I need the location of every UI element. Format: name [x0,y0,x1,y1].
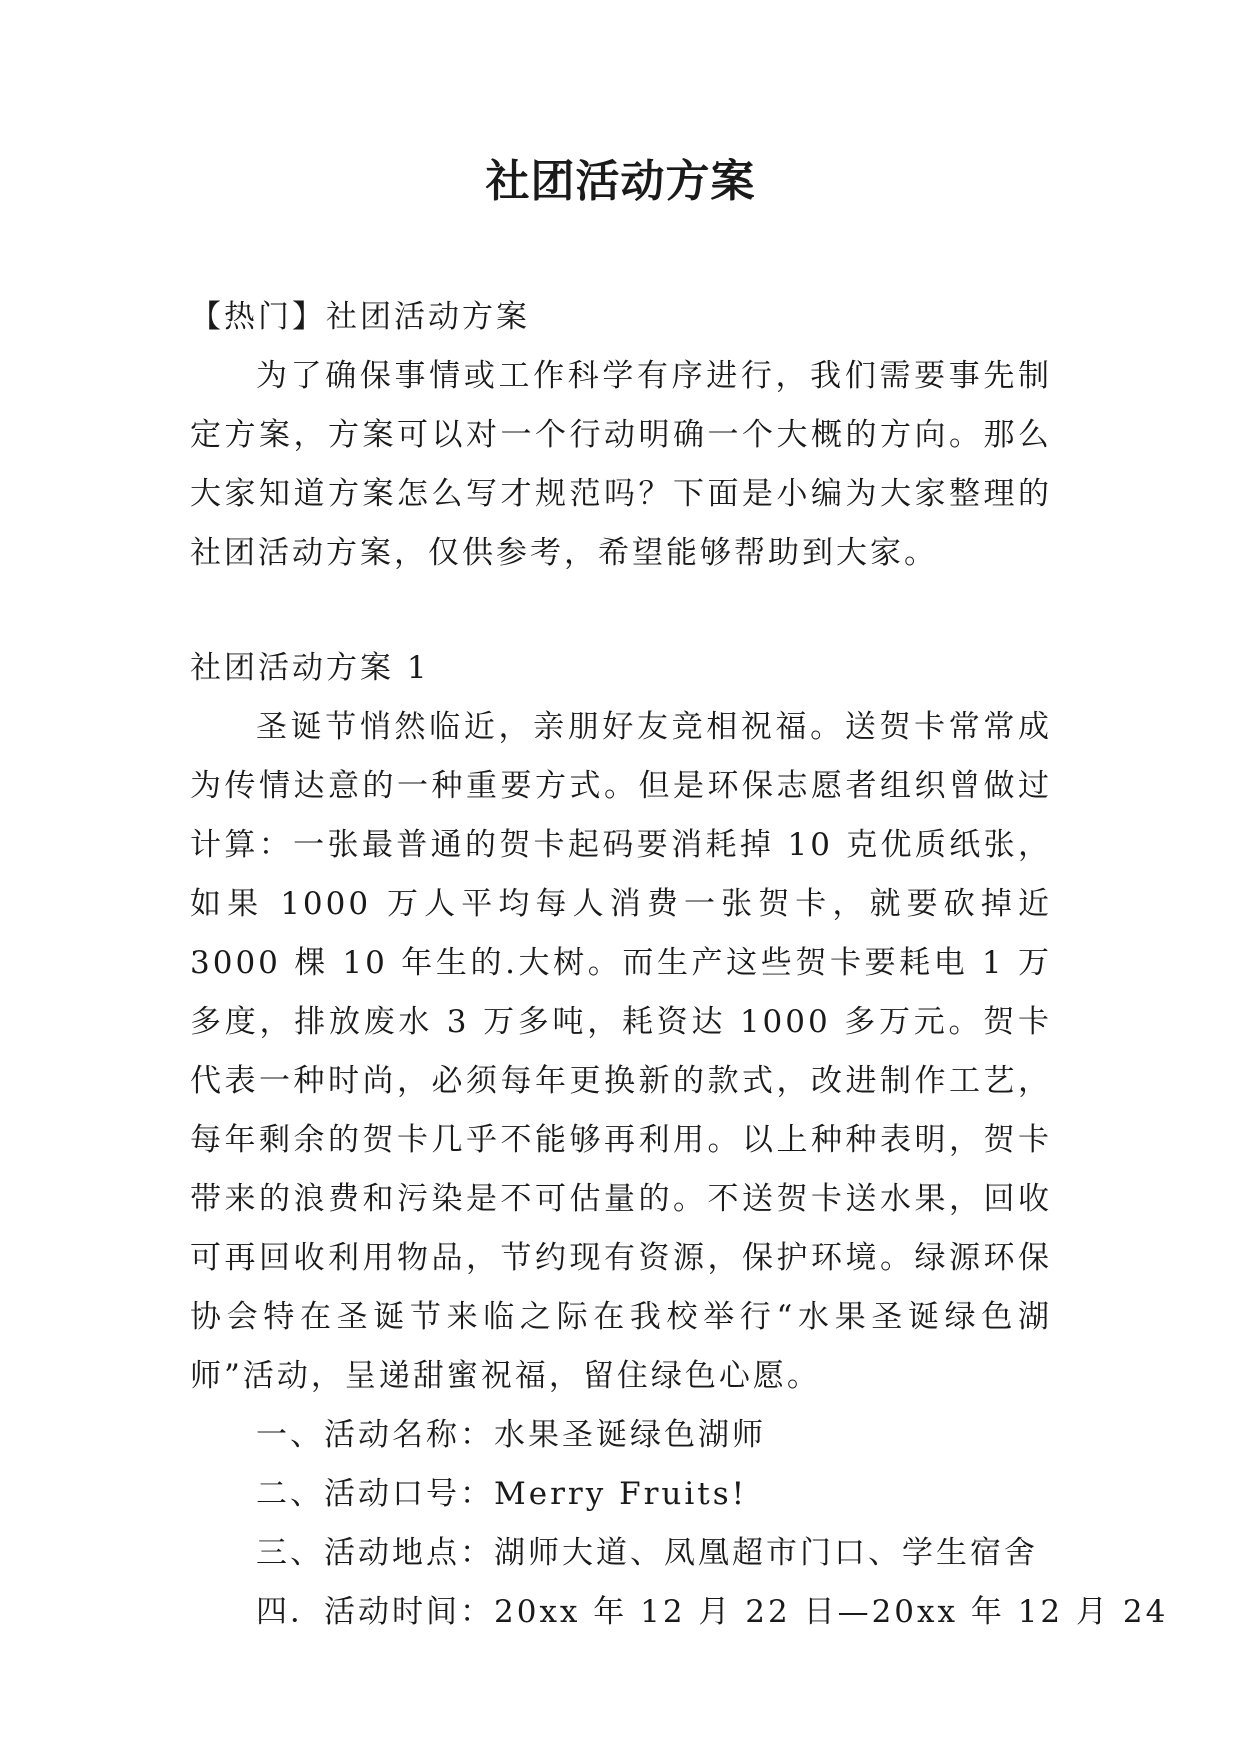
document-subtitle: 【热门】社团活动方案 [190,299,530,335]
section-paragraph: 圣诞节悄然临近，亲朋好友竞相祝福。送贺卡常常成为传情达意的一种重要方式。但是环保志愿者组织曾做过计算：一张最普通的贺卡起码要消耗掉 10 克优质纸张，如果 1000 万人平均每人消费一张贺卡，就要砍掉近 3000 棵 10 年生的.大树。而生产这些贺卡要耗电 1 万多度，排放废水 3 万多吨，耗资达 1000 多万元。贺卡代表一种时尚，必须每年更换新的款式，改进制作工艺，每年剩余的贺卡几乎不能够再利用。以上种种表明，贺卡带来的浪费和污染是不可估量的。不送贺卡送水果，回收可再回收利用物品，节约现有资源，保护环境。绿源环保协会特在圣诞节来临之际在我校举行“水果圣诞绿色湖师”活动，呈递甜蜜祝福，留住绿色心愿。 [190,709,1052,1394]
intro-paragraph: 为了确保事情或工作科学有序进行，我们需要事先制定方案，方案可以对一个行动明确一个大概的方向。那么大家知道方案怎么写才规范吗？下面是小编为大家整理的社团活动方案，仅供参考，希望能够帮助到大家。 [190,358,1052,571]
paragraph-gap [190,583,1052,639]
list-item-activity-location: 三、活动地点：湖师大道、凤凰超市门口、学生宿舍 [256,1535,1038,1571]
page-title: 社团活动方案 [485,156,756,207]
section-heading: 社团活动方案 1 [190,650,430,686]
list-item-activity-time: 四．活动时间：20xx 年 12 月 22 日—20xx 年 12 月 24 [256,1594,1169,1630]
list-item-activity-name: 一、活动名称：水果圣诞绿色湖师 [256,1417,766,1453]
list-item-activity-slogan: 二、活动口号：Merry Fruits! [256,1476,748,1512]
document-body [190,288,1169,1642]
